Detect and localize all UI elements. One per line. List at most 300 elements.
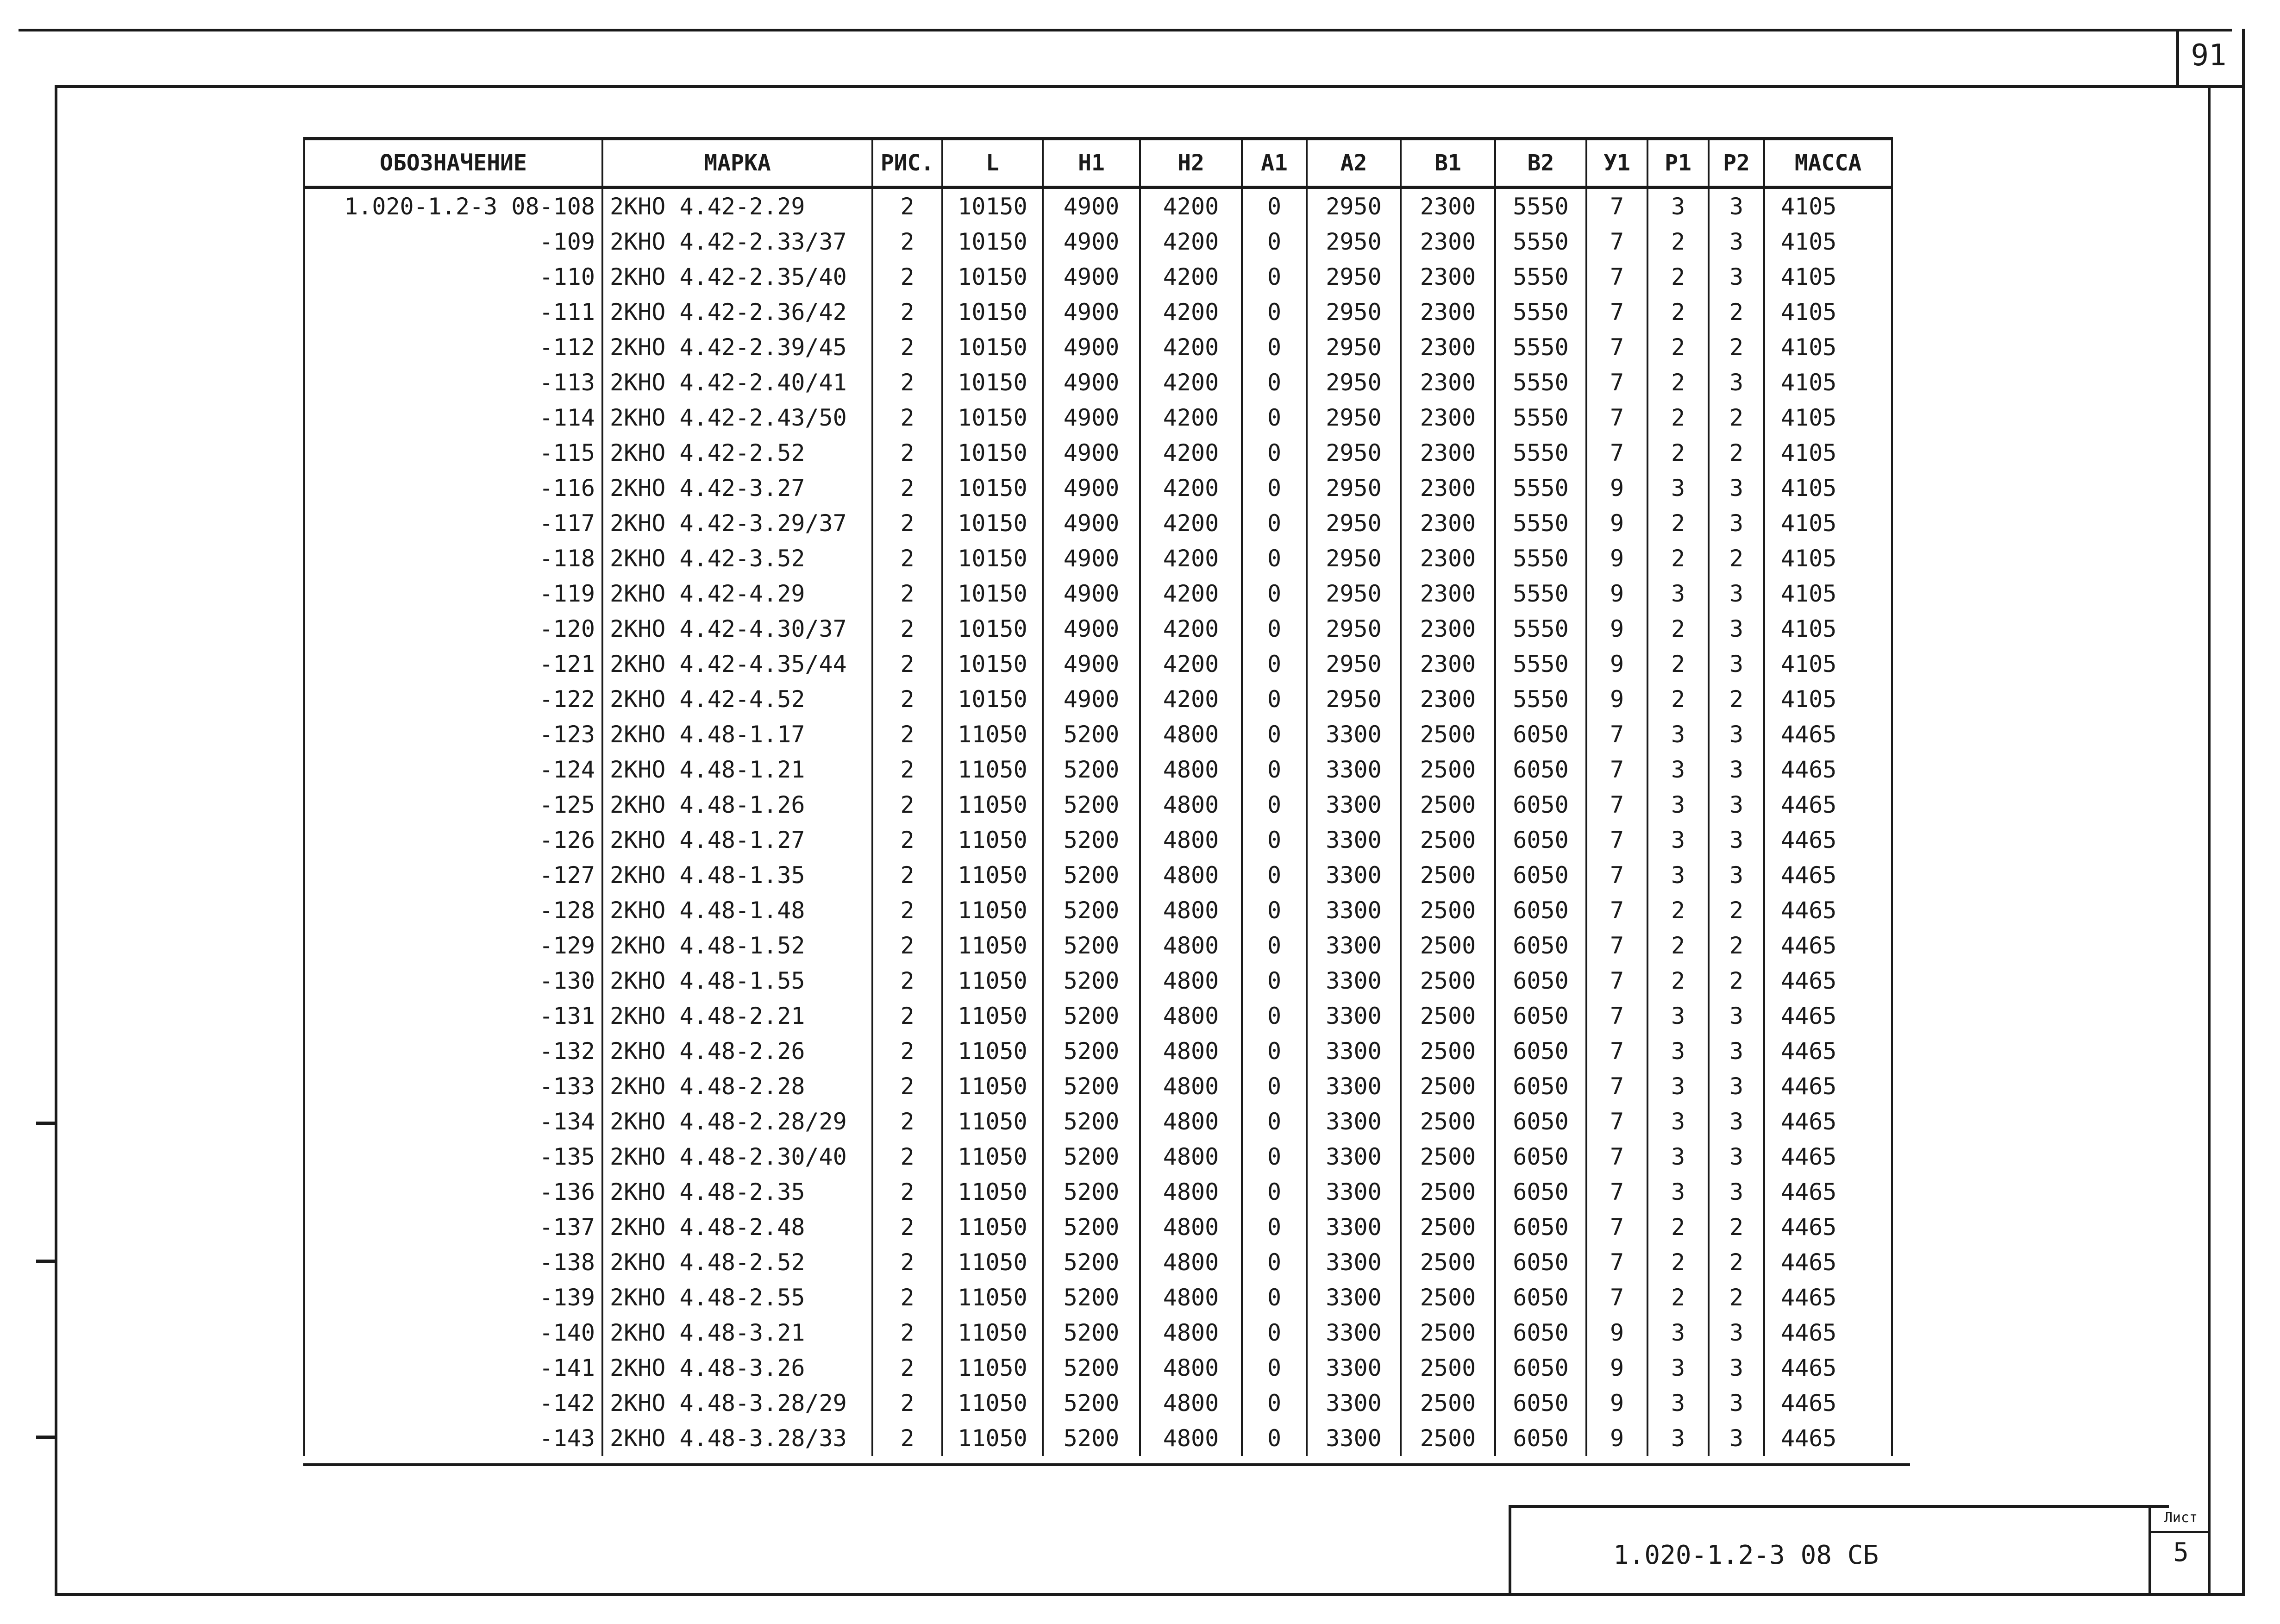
table-cell: 2КНО 4.48-2.21 [602,998,872,1034]
table-cell: 9 [1586,470,1647,506]
table-cell: 3 [1709,1139,1764,1174]
table-cell: 4105 [1764,435,1892,470]
table-cell: -125 [304,787,602,822]
table-cell: 11050 [942,928,1043,963]
column-header: РИС. [872,139,942,188]
table-cell: 11050 [942,1139,1043,1174]
table-cell: 11050 [942,1210,1043,1245]
table-cell: 5200 [1043,717,1140,752]
table-cell: 2 [872,682,942,717]
table-row [304,224,1892,259]
table-cell: 2 [872,330,942,365]
table-cell: 4900 [1043,506,1140,541]
table-cell: 0 [1242,506,1307,541]
table-cell: 5200 [1043,1280,1140,1315]
table-cell: 7 [1586,1245,1647,1280]
table-cell: 11050 [942,963,1043,998]
table-row [304,330,1892,365]
table-cell: 2950 [1307,330,1401,365]
table-cell: 11050 [942,717,1043,752]
table-cell: 2500 [1401,717,1495,752]
left-margin-tick [36,1260,55,1263]
column-header: A1 [1242,139,1307,188]
table-cell: 7 [1586,365,1647,400]
table-cell: -141 [304,1350,602,1386]
table-cell: 0 [1242,998,1307,1034]
table-cell: 4800 [1140,1069,1242,1104]
table-cell: -127 [304,858,602,893]
table-cell: 2300 [1401,435,1495,470]
table-cell: 0 [1242,400,1307,435]
table-cell: 4465 [1764,963,1892,998]
table-cell: 5550 [1495,435,1586,470]
table-cell: 3 [1709,752,1764,787]
table-cell: 4800 [1140,787,1242,822]
table-cell: 2950 [1307,365,1401,400]
column-header: L [942,139,1043,188]
table-cell: 3300 [1307,822,1401,858]
table-cell: 3300 [1307,717,1401,752]
table-cell: 4800 [1140,928,1242,963]
table-row [304,365,1892,400]
table-cell: 3300 [1307,1280,1401,1315]
table-cell: 4105 [1764,682,1892,717]
table-row [304,1210,1892,1245]
table-cell: 4105 [1764,611,1892,646]
table-cell: 2КНО 4.48-3.21 [602,1315,872,1350]
table-cell: 7 [1586,1069,1647,1104]
table-cell: 11050 [942,787,1043,822]
document-code: 1.020-1.2-3 08 СБ [1613,1540,1879,1570]
table-cell: 2КНО 4.42-2.52 [602,435,872,470]
table-cell: 3300 [1307,998,1401,1034]
column-header: B1 [1401,139,1495,188]
table-cell: -116 [304,470,602,506]
table-cell: 3 [1647,1315,1709,1350]
table-cell: 10150 [942,646,1043,682]
table-cell: 4465 [1764,1350,1892,1386]
table-cell: 2 [872,576,942,611]
table-cell: 3300 [1307,963,1401,998]
table-cell: -142 [304,1386,602,1421]
table-cell: 3 [1647,822,1709,858]
table-cell: 3 [1647,858,1709,893]
table-cell: 2950 [1307,646,1401,682]
table-cell: 2950 [1307,611,1401,646]
table-cell: 0 [1242,365,1307,400]
table-cell: 4465 [1764,752,1892,787]
table-row [304,1034,1892,1069]
table-cell: 2 [872,646,942,682]
table-cell: 0 [1242,1245,1307,1280]
table-cell: 7 [1586,858,1647,893]
table-row [304,963,1892,998]
table-row [304,1386,1892,1421]
table-cell: 2500 [1401,893,1495,928]
table-cell: 3300 [1307,1139,1401,1174]
table-cell: 4465 [1764,998,1892,1034]
table-cell: 3 [1647,1034,1709,1069]
table-cell: -140 [304,1315,602,1350]
table-cell: 2 [872,822,942,858]
table-cell: 2500 [1401,858,1495,893]
table-cell: 0 [1242,1034,1307,1069]
table-cell: 2 [1647,1210,1709,1245]
table-cell: 4800 [1140,752,1242,787]
table-cell: 0 [1242,752,1307,787]
table-cell: 2КНО 4.48-1.26 [602,787,872,822]
table-cell: -122 [304,682,602,717]
table-cell: 3 [1709,506,1764,541]
table-cell: 2 [872,470,942,506]
table-cell: -132 [304,1034,602,1069]
table-row [304,1315,1892,1350]
table-row [304,858,1892,893]
table-cell: 10150 [942,541,1043,576]
table-cell: 4200 [1140,259,1242,295]
column-header: H2 [1140,139,1242,188]
table-cell: 2500 [1401,1421,1495,1456]
table-cell: -130 [304,963,602,998]
table-cell: 2950 [1307,224,1401,259]
table-row [304,188,1892,225]
table-cell: 7 [1586,928,1647,963]
table-cell: 0 [1242,224,1307,259]
table-cell: -129 [304,928,602,963]
table-cell: 2 [872,1210,942,1245]
table-cell: 3300 [1307,928,1401,963]
table-cell: 5200 [1043,858,1140,893]
table-cell: 7 [1586,822,1647,858]
table-cell: 3300 [1307,1315,1401,1350]
table-cell: 4200 [1140,188,1242,225]
table-cell: 0 [1242,1280,1307,1315]
table-cell: 3300 [1307,858,1401,893]
table-cell: 4900 [1043,470,1140,506]
table-cell: 2300 [1401,295,1495,330]
table-cell: 2КНО 4.42-3.27 [602,470,872,506]
table-cell: 3 [1709,1315,1764,1350]
table-cell: 4800 [1140,1139,1242,1174]
table-cell: 6050 [1495,752,1586,787]
table-cell: 2300 [1401,646,1495,682]
table-cell: 2300 [1401,188,1495,225]
table-cell: 6050 [1495,1034,1586,1069]
table-cell: -114 [304,400,602,435]
table-cell: 2950 [1307,576,1401,611]
table-cell: -134 [304,1104,602,1139]
table-cell: 2300 [1401,541,1495,576]
table-cell: 2КНО 4.42-2.35/40 [602,259,872,295]
table-cell: 4900 [1043,259,1140,295]
table-cell: 2 [1709,1245,1764,1280]
table-cell: 3 [1709,576,1764,611]
table-cell: -124 [304,752,602,787]
table-cell: 2300 [1401,259,1495,295]
table-cell: 2 [872,506,942,541]
table-cell: 2500 [1401,752,1495,787]
table-row [304,1139,1892,1174]
table-cell: 2КНО 4.48-2.28/29 [602,1104,872,1139]
table-cell: 3 [1647,717,1709,752]
table-cell: 2500 [1401,928,1495,963]
table-cell: -136 [304,1174,602,1210]
table-cell: 3 [1709,1104,1764,1139]
table-cell: 11050 [942,1421,1043,1456]
table-cell: 2КНО 4.48-1.27 [602,822,872,858]
table-cell: 2300 [1401,611,1495,646]
table-cell: 2 [872,1034,942,1069]
table-cell: 5200 [1043,1245,1140,1280]
table-cell: 4800 [1140,893,1242,928]
table-cell: 3 [1709,646,1764,682]
column-header: МАССА [1764,139,1892,188]
table-cell: 9 [1586,1421,1647,1456]
table-cell: 11050 [942,752,1043,787]
table-cell: 2 [1709,400,1764,435]
table-cell: 2300 [1401,682,1495,717]
table-cell: 3 [1709,188,1764,225]
table-cell: -109 [304,224,602,259]
table-cell: 2КНО 4.48-2.26 [602,1034,872,1069]
table-cell: -111 [304,295,602,330]
table-cell: 4900 [1043,400,1140,435]
table-cell: 4200 [1140,330,1242,365]
table-row [304,1174,1892,1210]
table-cell: 3300 [1307,1104,1401,1139]
table-cell: 5550 [1495,611,1586,646]
table-cell: 2 [872,1174,942,1210]
table-cell: 3300 [1307,1350,1401,1386]
table-cell: 11050 [942,1174,1043,1210]
table-cell: 2КНО 4.48-3.26 [602,1350,872,1386]
table-cell: 3 [1647,787,1709,822]
table-cell: 3 [1647,1069,1709,1104]
table-cell: 4465 [1764,1104,1892,1139]
table-cell: 6050 [1495,1139,1586,1174]
table-cell: 5550 [1495,224,1586,259]
table-bottom-line [303,1463,1910,1466]
table-cell: 6050 [1495,1245,1586,1280]
table-row [304,506,1892,541]
table-cell: 4800 [1140,858,1242,893]
table-cell: 2950 [1307,435,1401,470]
table-cell: 4465 [1764,717,1892,752]
table-cell: 4465 [1764,1210,1892,1245]
table-cell: 0 [1242,541,1307,576]
table-cell: 2 [872,1139,942,1174]
table-cell: 5200 [1043,893,1140,928]
table-cell: 5550 [1495,682,1586,717]
table-cell: 2500 [1401,1350,1495,1386]
table-cell: 4105 [1764,259,1892,295]
table-cell: 4465 [1764,1421,1892,1456]
table-cell: 2КНО 4.42-4.29 [602,576,872,611]
table-cell: 0 [1242,1104,1307,1139]
table-cell: 4465 [1764,1386,1892,1421]
table-cell: 2 [1709,682,1764,717]
table-row [304,893,1892,928]
table-cell: 4800 [1140,1104,1242,1139]
table-cell: 3 [1647,1139,1709,1174]
table-cell: 10150 [942,365,1043,400]
table-cell: 2300 [1401,576,1495,611]
table-cell: 0 [1242,963,1307,998]
table-cell: -139 [304,1280,602,1315]
column-header: ОБОЗНАЧЕНИЕ [304,139,602,188]
table-cell: 4200 [1140,435,1242,470]
table-cell: 0 [1242,435,1307,470]
table-cell: 6050 [1495,963,1586,998]
table-cell: 5200 [1043,1104,1140,1139]
table-cell: 4105 [1764,541,1892,576]
table-cell: 0 [1242,1386,1307,1421]
table-cell: 4800 [1140,822,1242,858]
table-row [304,752,1892,787]
table-cell: 0 [1242,822,1307,858]
table-cell: 2500 [1401,1386,1495,1421]
left-margin-tick [36,1436,55,1439]
title-block [1509,1505,2169,1596]
table-cell: -138 [304,1245,602,1280]
table-cell: 4105 [1764,646,1892,682]
table-cell: 2950 [1307,400,1401,435]
table-cell: -126 [304,822,602,858]
table-cell: 3 [1709,611,1764,646]
table-cell: 2КНО 4.48-1.52 [602,928,872,963]
table-cell: 11050 [942,1104,1043,1139]
table-cell: 4465 [1764,1245,1892,1280]
table-cell: 3 [1709,1350,1764,1386]
table-cell: 7 [1586,752,1647,787]
table-cell: 10150 [942,188,1043,225]
top-border-line [19,29,2232,31]
table-row [304,611,1892,646]
table-cell: 2 [1647,435,1709,470]
table-cell: 4900 [1043,682,1140,717]
table-cell: 6050 [1495,1421,1586,1456]
table-cell: 2 [872,752,942,787]
column-header: МАРКА [602,139,872,188]
table-cell: 4900 [1043,611,1140,646]
table-cell: 2 [1647,506,1709,541]
table-cell: -137 [304,1210,602,1245]
table-cell: 2 [1709,928,1764,963]
table-cell: 11050 [942,998,1043,1034]
table-cell: 4200 [1140,224,1242,259]
table-cell: 3 [1709,259,1764,295]
table-cell: 2КНО 4.42-4.35/44 [602,646,872,682]
sheet-number: 5 [2173,1537,2189,1568]
table-row [304,822,1892,858]
table-cell: 2500 [1401,1174,1495,1210]
table-cell: 7 [1586,1280,1647,1315]
table-cell: 0 [1242,1350,1307,1386]
sheet-box [2148,1505,2211,1593]
table-cell: 2300 [1401,506,1495,541]
table-cell: 6050 [1495,858,1586,893]
table-cell: 2КНО 4.48-1.55 [602,963,872,998]
page-number: 91 [2191,38,2227,73]
table-cell: -119 [304,576,602,611]
table-cell: 2500 [1401,1104,1495,1139]
table-cell: 7 [1586,893,1647,928]
table-cell: 10150 [942,682,1043,717]
table-cell: 3 [1647,1421,1709,1456]
table-cell: 3300 [1307,1245,1401,1280]
table-row [304,1245,1892,1280]
table-cell: 2 [1647,330,1709,365]
table-cell: 0 [1242,576,1307,611]
table-cell: 10150 [942,224,1043,259]
table-cell: -135 [304,1139,602,1174]
table-cell: 4800 [1140,1210,1242,1245]
table-cell: 6050 [1495,717,1586,752]
table-cell: 0 [1242,928,1307,963]
table-cell: 7 [1586,295,1647,330]
table-cell: 4465 [1764,1315,1892,1350]
table-cell: 5550 [1495,400,1586,435]
table-cell: 2500 [1401,998,1495,1034]
table-cell: 11050 [942,1315,1043,1350]
table-cell: 2КНО 4.48-1.35 [602,858,872,893]
table-cell: 4800 [1140,1280,1242,1315]
table-cell: 5200 [1043,1174,1140,1210]
table-cell: 2 [1709,541,1764,576]
table-cell: 5200 [1043,1210,1140,1245]
table-cell: 4200 [1140,506,1242,541]
table-cell: 3300 [1307,1386,1401,1421]
column-header: P2 [1709,139,1764,188]
table-cell: 4900 [1043,541,1140,576]
frame-right-inner-line [2208,88,2211,1593]
table-cell: 4900 [1043,295,1140,330]
table-cell: 5550 [1495,365,1586,400]
table-cell: 2 [872,295,942,330]
table-cell: 6050 [1495,1210,1586,1245]
table-cell: 4465 [1764,1069,1892,1104]
table-cell: 4200 [1140,400,1242,435]
table-cell: 3 [1709,1421,1764,1456]
table-cell: 10150 [942,400,1043,435]
table-cell: 5550 [1495,259,1586,295]
table-row [304,928,1892,963]
table-cell: 4900 [1043,435,1140,470]
table-cell: 2КНО 4.42-3.52 [602,541,872,576]
table-cell: 7 [1586,787,1647,822]
table-cell: 9 [1586,611,1647,646]
table-cell: 9 [1586,576,1647,611]
table-cell: 4105 [1764,330,1892,365]
column-header: B2 [1495,139,1586,188]
table-cell: 5550 [1495,541,1586,576]
table-row [304,1069,1892,1104]
table-cell: 2 [1709,330,1764,365]
table-cell: 11050 [942,1386,1043,1421]
table-cell: 0 [1242,717,1307,752]
specification-table [303,137,1893,1456]
table-cell: 6050 [1495,928,1586,963]
table-cell: 2КНО 4.42-2.39/45 [602,330,872,365]
table-cell: 7 [1586,717,1647,752]
table-cell: 4200 [1140,470,1242,506]
table-row [304,1104,1892,1139]
table-cell: 3 [1647,470,1709,506]
table-cell: 5200 [1043,787,1140,822]
table-cell: 2950 [1307,506,1401,541]
table-cell: 0 [1242,611,1307,646]
table-cell: 2300 [1401,330,1495,365]
